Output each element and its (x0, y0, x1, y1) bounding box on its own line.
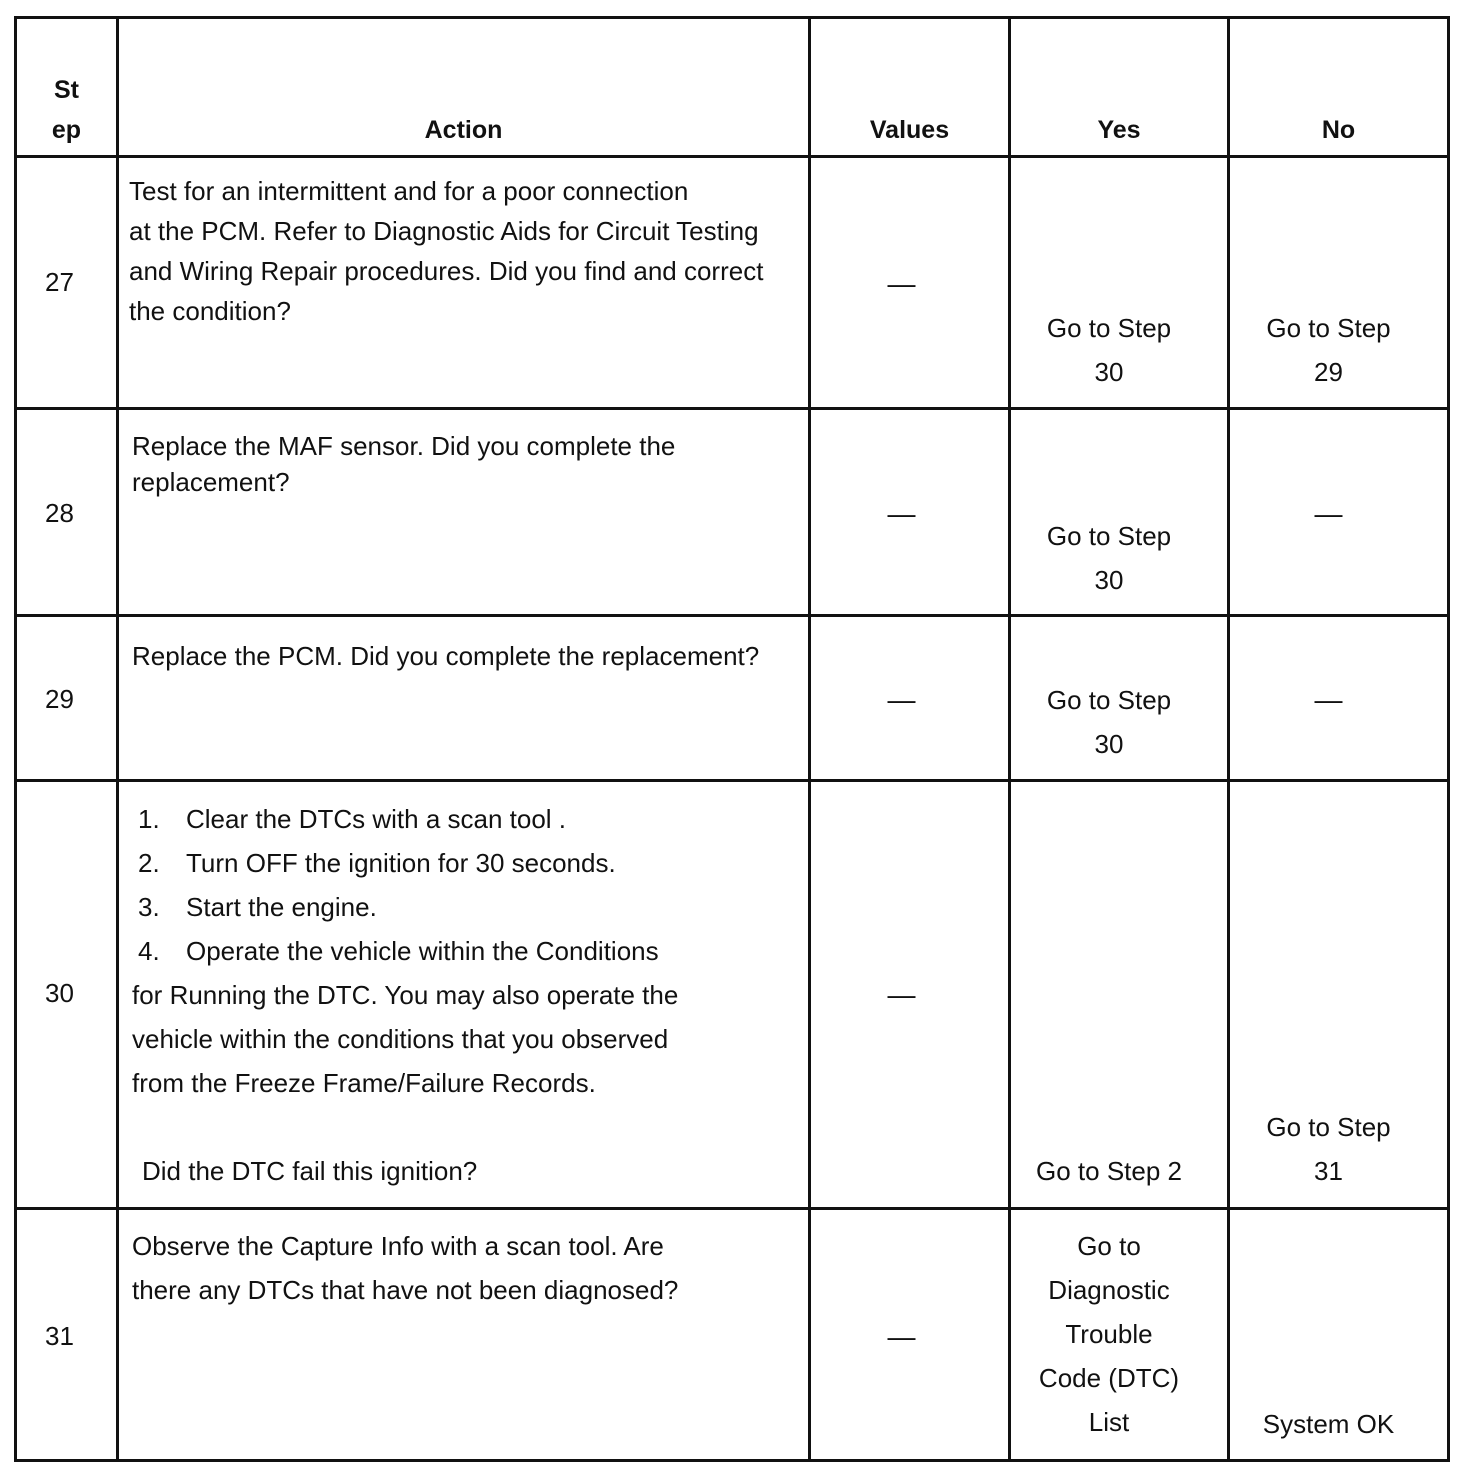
table-border-top (14, 16, 1450, 19)
action-text: Replace the PCM. Did you complete the replacement? (132, 641, 760, 671)
row-divider (14, 155, 1450, 158)
values-dash: — (887, 498, 916, 529)
yes-action-line2: 30 (1094, 357, 1124, 387)
list-item (132, 885, 804, 929)
row-divider (14, 614, 1450, 617)
column-divider (116, 16, 119, 1462)
diagnostic-table (14, 16, 1450, 1462)
yes-action-line: Code (DTC) (1038, 1363, 1180, 1393)
list-item-number: 1. (138, 804, 160, 834)
column-divider (1227, 16, 1230, 1462)
list-item (132, 841, 804, 885)
no-action (1230, 1105, 1427, 1193)
action-text: Replace the MAF sensor. Did you complete the replacement? (132, 431, 676, 497)
values-dash: — (887, 268, 916, 299)
row-divider (14, 1207, 1450, 1210)
table-border-right (1447, 16, 1450, 1462)
header-yes: Yes (1097, 116, 1141, 144)
values-dash: — (887, 979, 916, 1010)
header-step-line2: ep (51, 116, 82, 144)
yes-action-line: Diagnostic (1048, 1275, 1170, 1305)
step-number: 30 (45, 978, 74, 1008)
header-step (17, 70, 116, 150)
header-step-line1: St (54, 76, 79, 104)
values-dash: — (887, 1321, 916, 1352)
column-divider (808, 16, 811, 1462)
action-question: Did the DTC fail this ignition? (142, 1156, 478, 1186)
list-item (132, 929, 804, 973)
no-action-line2: 29 (1314, 357, 1343, 387)
no-action: System OK (1262, 1409, 1395, 1439)
step-number: 27 (45, 267, 74, 297)
no-action-line1: Go to Step (1266, 313, 1391, 343)
list-item-number: 2. (138, 848, 160, 878)
yes-action-line1: Go to Step (1046, 521, 1172, 551)
header-action: Action (424, 116, 503, 144)
list-item-number: 4. (138, 936, 160, 966)
row-divider (14, 407, 1450, 410)
yes-action (1011, 306, 1207, 394)
yes-action (1011, 678, 1207, 766)
header-values: Values (869, 116, 950, 144)
list-item-text: Clear the DTCs with a scan tool . (186, 804, 567, 834)
yes-action (1011, 514, 1207, 602)
action-step-list (132, 797, 804, 973)
no-action-dash: — (1314, 684, 1343, 715)
list-item-text: Turn OFF the ignition for 30 seconds. (186, 848, 616, 878)
action-text: Test for an intermittent and for a poor connection at the PCM. Refer to Diagnostic Aids for Circuit Testing and Wiring Repair procedures. Did you find and correct the condition? (129, 176, 764, 326)
list-item-text: Start the engine. (186, 892, 377, 922)
no-action-line2: 31 (1314, 1156, 1343, 1186)
step-number: 28 (45, 498, 74, 528)
yes-action-line: List (1088, 1407, 1130, 1437)
action-text: Observe the Capture Info with a scan tool. Are there any DTCs that have not been diagnosed? (132, 1231, 679, 1305)
yes-action-line1: Go to Step (1046, 313, 1172, 343)
table-border-bottom (14, 1459, 1450, 1462)
yes-action-line1: Go to Step (1046, 685, 1172, 715)
step-number: 29 (45, 684, 74, 714)
yes-action-line: Trouble (1065, 1319, 1153, 1349)
no-action-line1: Go to Step (1266, 1112, 1391, 1142)
action-continuation: for Running the DTC. You may also operate the vehicle within the conditions that you observed from the Freeze Frame/Failure Records. (132, 980, 679, 1098)
yes-action-line2: 30 (1094, 565, 1124, 595)
action-text (132, 797, 804, 1105)
no-action-dash: — (1314, 498, 1343, 529)
list-item (132, 797, 804, 841)
list-item-text: Operate the vehicle within the Conditions (186, 936, 659, 966)
step-number: 31 (45, 1321, 74, 1351)
yes-action: Go to Step 2 (1036, 1156, 1182, 1186)
no-action (1230, 306, 1427, 394)
list-item-number: 3. (138, 892, 160, 922)
yes-action-line: Go to (1077, 1231, 1141, 1261)
yes-action-line2: 30 (1094, 729, 1124, 759)
values-dash: — (887, 684, 916, 715)
row-divider (14, 779, 1450, 782)
header-no: No (1321, 116, 1356, 144)
table-border-left (14, 16, 17, 1462)
yes-action (1011, 1224, 1207, 1444)
